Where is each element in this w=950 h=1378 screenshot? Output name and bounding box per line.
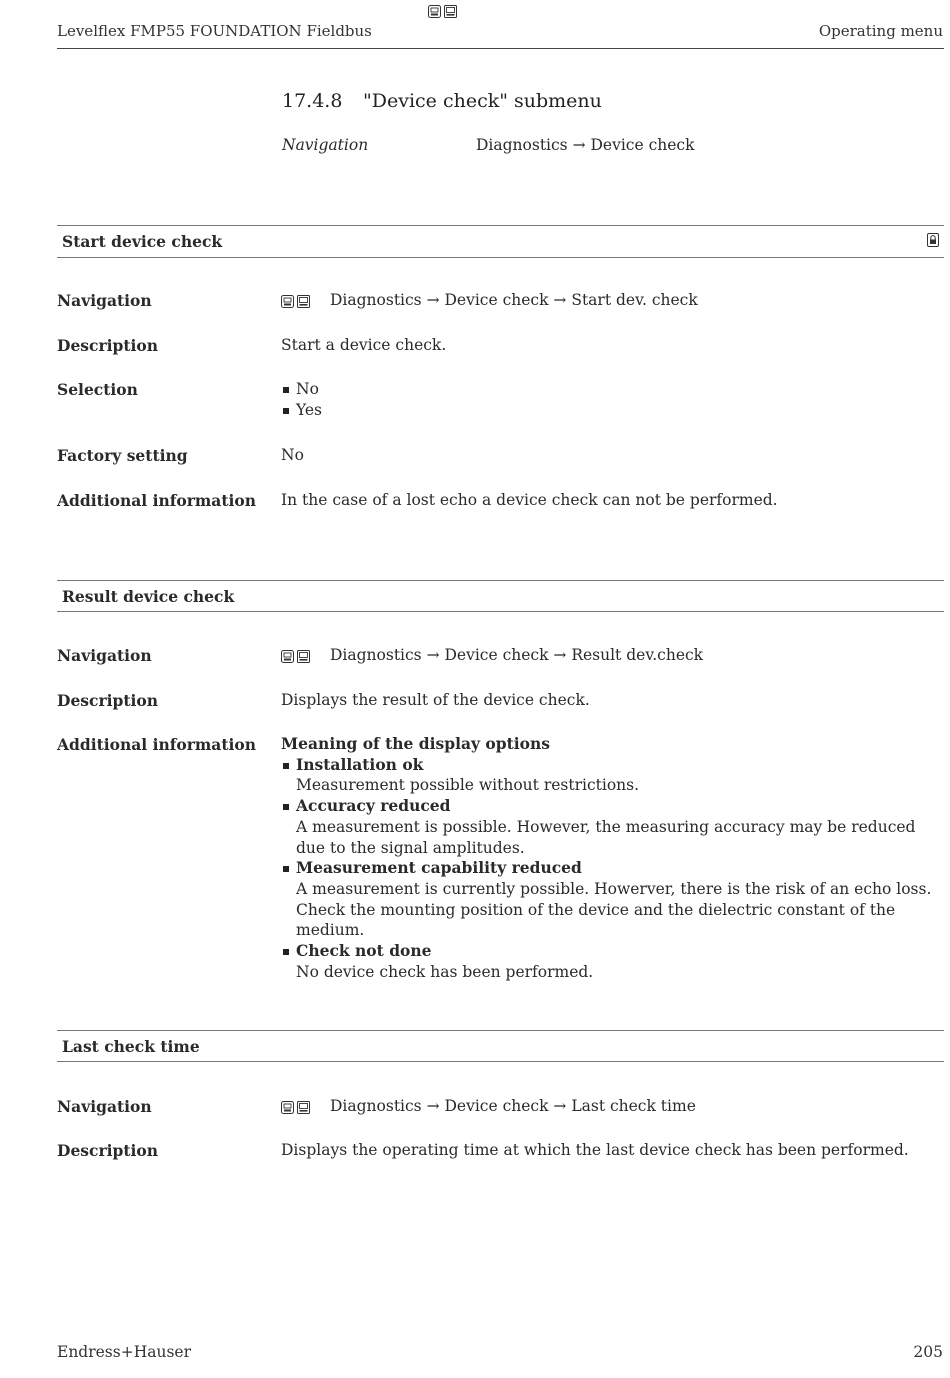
local-display-icon <box>444 5 457 18</box>
operating-tool-icon <box>281 650 294 663</box>
header-rule <box>57 48 944 49</box>
section-number: 17.4.8 <box>282 90 343 112</box>
operating-tool-icon <box>428 5 441 18</box>
display-option <box>281 755 943 796</box>
factory-setting-value: No <box>281 446 304 464</box>
page-header-title: Levelflex FMP55 FOUNDATION Fieldbus <box>57 22 372 40</box>
additional-information-text: In the case of a lost echo a device check can not be performed. <box>281 491 778 509</box>
param-title: Result device check <box>62 587 235 606</box>
display-option <box>281 858 943 941</box>
page-number: 205 <box>913 1343 943 1361</box>
footer-brand: Endress+Hauser <box>57 1343 191 1361</box>
submenu-nav-path: Diagnostics → Device check <box>476 136 695 154</box>
selection-option: No <box>281 379 943 400</box>
section-heading <box>282 90 602 112</box>
submenu-nav-label: Navigation <box>282 136 369 154</box>
display-option <box>281 796 943 858</box>
label-navigation: Navigation <box>57 1097 152 1116</box>
section-title: "Device check" submenu <box>363 90 602 112</box>
submenu-nav-icons <box>428 1 460 19</box>
selection-option: Yes <box>281 400 943 421</box>
display-options-block <box>281 734 943 982</box>
label-navigation: Navigation <box>57 291 152 310</box>
display-option-name: Installation ok <box>296 754 424 774</box>
label-additional-information: Additional information <box>57 491 257 510</box>
description-text: Displays the result of the device check. <box>281 691 590 709</box>
display-option-text: Measurement possible without restrictions. <box>296 776 640 795</box>
display-option-name: Accuracy reduced <box>296 796 451 816</box>
operating-tool-icon <box>281 1101 294 1114</box>
label-description: Description <box>57 336 159 355</box>
nav-icons <box>281 646 313 665</box>
local-display-icon <box>297 650 310 663</box>
label-navigation: Navigation <box>57 646 152 665</box>
display-option-name: Measurement capability reduced <box>296 858 582 878</box>
param-header-result-device-check <box>57 580 944 612</box>
display-option-text: A measurement is currently possible. Howerver, there is the risk of an echo loss. Check the mounting position of the device and the dielectric constant of the medium. <box>296 879 932 940</box>
local-display-icon <box>297 1101 310 1114</box>
label-description: Description <box>57 1141 159 1160</box>
label-selection: Selection <box>57 380 138 399</box>
display-option <box>281 941 943 982</box>
page-header-chapter: Operating menu <box>818 22 943 40</box>
operating-tool-icon <box>281 295 294 308</box>
local-display-icon <box>297 295 310 308</box>
description-text: Displays the operating time at which the last device check has been performed. <box>281 1141 909 1159</box>
param-header-start-device-check <box>57 225 944 258</box>
param-header-last-check-time <box>57 1030 944 1062</box>
label-additional-information: Additional information <box>57 735 257 754</box>
param-title: Last check time <box>62 1037 200 1056</box>
nav-path: Diagnostics → Device check → Start dev. check <box>330 291 698 309</box>
display-option-name: Check not done <box>296 941 432 961</box>
lock-icon <box>927 233 939 247</box>
param-title: Start device check <box>62 232 223 251</box>
nav-path: Diagnostics → Device check → Last check time <box>330 1097 696 1115</box>
description-text: Start a device check. <box>281 336 447 354</box>
label-factory-setting: Factory setting <box>57 446 188 465</box>
nav-path: Diagnostics → Device check → Result dev.check <box>330 646 704 664</box>
display-options-title: Meaning of the display options <box>281 734 550 753</box>
nav-icons <box>281 1097 313 1116</box>
selection-list <box>281 379 943 420</box>
label-description: Description <box>57 691 159 710</box>
nav-icons <box>281 291 313 310</box>
display-option-text: No device check has been performed. <box>296 962 594 981</box>
display-option-text: A measurement is possible. However, the measuring accuracy may be reduced due to the signal amplitudes. <box>296 817 916 857</box>
